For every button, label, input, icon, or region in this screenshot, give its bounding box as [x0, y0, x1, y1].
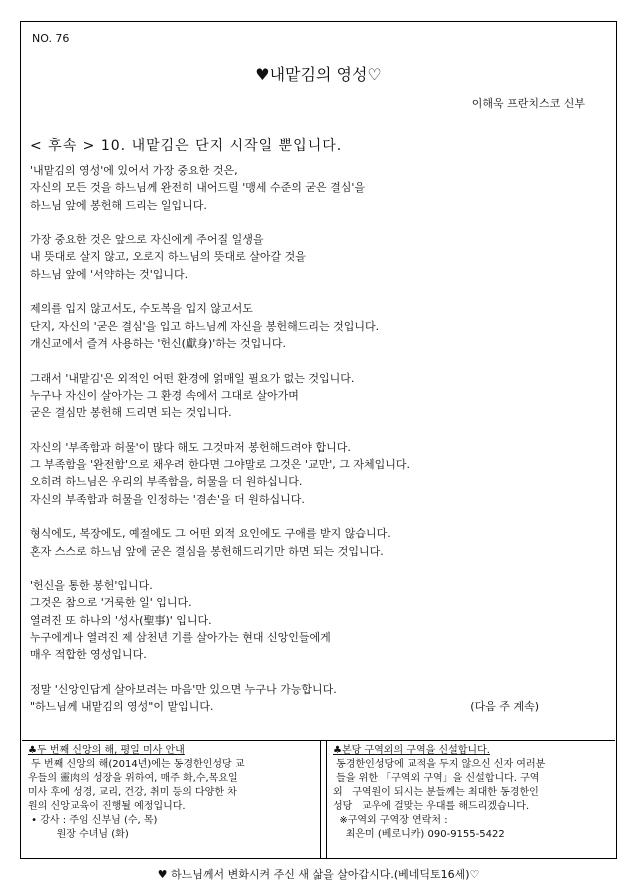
text-line: 하느님 앞에 '서약하는 것'입니다.	[30, 267, 189, 281]
text-line: 그 부족함을 '완전함'으로 채우려 한다면 그야말로 그것은 '교만', 그 자체입니다.	[30, 458, 410, 472]
text-line: 가장 중요한 것은 앞으로 자신에게 주어질 일생을	[30, 233, 264, 247]
paragraph	[30, 370, 600, 422]
paragraph	[30, 577, 600, 663]
text-line: 자신의 부족함과 허물을 인정하는 '겸손'을 더 원하십니다.	[30, 492, 305, 506]
notice-line: 동경한인성당에 교적을 두지 않으신 신자 여러분	[333, 759, 546, 770]
notice-line: 성당 교우에 걸맞는 우대를 해드리겠습니다.	[333, 801, 530, 812]
section-heading: < 후속 > 10. 내맡김은 단지 시작일 뿐입니다.	[30, 138, 343, 154]
notice-line: 최은미 (베로니카) 090-9155-5422	[333, 829, 505, 840]
new-district-notice	[326, 741, 615, 859]
notice-line: 외 구역원이 되시는 분들께는 최대한 동경한인	[333, 787, 539, 798]
text-line: 매우 적합한 영성입니다.	[30, 648, 147, 662]
text-line: '내맡김의 영성'에 있어서 가장 중요한 것은,	[30, 164, 238, 177]
text-line: '헌신을 통한 봉헌'입니다.	[30, 579, 153, 593]
notice-line: 미사 후에 성경, 교리, 건강, 취미 등의 다양한 차	[28, 787, 237, 798]
paragraph	[30, 162, 600, 214]
notice-line: 우들의 靈肉의 성장을 위하여, 매주 화,수,목요일	[28, 773, 238, 784]
text-line: 혼자 스스로 하느님 앞에 굳은 결심을 봉헌해드리기만 하면 되는 것입니다.	[30, 544, 384, 558]
text-line: 제의를 입지 않고서도, 수도복을 입지 않고서도	[30, 302, 253, 316]
text-line: 정말 '신앙인답게 살아보려는 마음'만 있으면 누구나 가능합니다.	[30, 682, 337, 696]
footer-quote: ♥ 하느님께서 변화시켜 주신 새 삶을 살아갑시다.(베네딕토16세)♡	[157, 868, 480, 881]
notice-line: 두 번째 신앙의 해(2014년)에는 동경한인성당 교	[28, 759, 245, 770]
continued-note: (다음 주 계속)	[470, 700, 539, 713]
issue-number: NO. 76	[32, 32, 70, 45]
text-line: 그래서 '내맡김'은 외적인 어떤 환경에 얽매일 필요가 없는 것입니다.	[30, 371, 355, 385]
text-line: 자신의 '부족함과 허물'이 많다 해도 그것마저 봉헌해드려야 합니다.	[30, 440, 351, 454]
notice-title: ♣두 번째 신앙의 해, 평일 미사 안내	[28, 745, 185, 756]
weekday-mass-notice	[24, 741, 321, 859]
text-line: 개신교에서 즐겨 사용하는 '헌신(獻身)'하는 것입니다.	[30, 336, 287, 350]
text-line: 형식에도, 복장에도, 예절에도 그 어떤 외적 요인에도 구애를 받지 않습니다.	[30, 527, 391, 541]
notice-line: 원장 수녀님 (화)	[28, 829, 129, 840]
paragraph	[30, 231, 600, 283]
text-line: 자신의 모든 것을 하느님께 완전히 내어드릴 '맹세 수준의 굳은 결심'을	[30, 181, 366, 195]
text-line: 오히려 하느님은 우리의 부족함을, 허물을 더 원하십니다.	[30, 475, 303, 489]
notice-line: • 강사 : 주임 신부님 (수, 목)	[28, 815, 158, 826]
text-line: 단지, 자신의 '굳은 결심'을 입고 하느님께 자신을 봉헌해드리는 것입니다.	[30, 319, 380, 333]
text-line: 하느님 앞에 봉헌해 드리는 일입니다.	[30, 198, 207, 212]
paragraph	[30, 300, 600, 352]
notice-line: 들을 위한 「구역외 구역」을 신설합니다. 구역	[333, 773, 540, 784]
text-line: "하느님께 내맡김의 영성"이 맡입니다.	[30, 700, 214, 714]
text-line: 굳은 결심만 봉헌해 드리면 되는 것입니다.	[30, 406, 232, 420]
notice-title: ♣본당 구역외의 구역을 신설합니다.	[333, 745, 490, 756]
text-line: 누구에게나 열려진 제 삼천년 기를 살아가는 현대 신앙인들에게	[30, 631, 331, 645]
text-line: 누구나 자신이 살아가는 그 환경 속에서 그대로 살아가며	[30, 388, 299, 402]
author: 이해욱 프란치스코 신부	[471, 97, 585, 110]
notice-boxes	[22, 740, 615, 859]
notice-line: 원의 신앙교육이 진행될 예정입니다.	[28, 801, 186, 812]
notice-line: ※구역외 구역장 연락처 :	[333, 815, 448, 826]
text-line: 열려진 또 하나의 '성사(聖事)' 입니다.	[30, 613, 212, 627]
text-line: 내 뜻대로 살지 않고, 오로지 하느님의 뜻대로 살아갈 것을	[30, 250, 306, 264]
paragraph	[30, 525, 600, 560]
paragraph	[30, 439, 600, 508]
page-title: ♥내맡김의 영성♡	[255, 65, 382, 84]
article-body	[30, 162, 600, 733]
text-line: 그것은 참으로 '거룩한 일' 입니다.	[30, 596, 192, 610]
